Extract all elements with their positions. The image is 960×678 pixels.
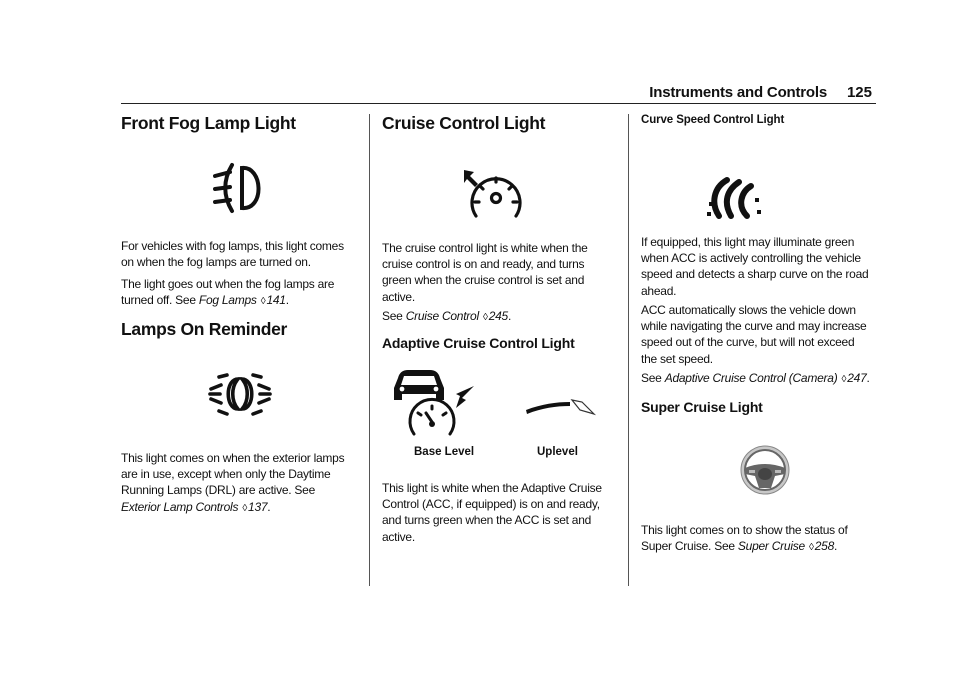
header-rule: [121, 103, 876, 104]
subsection-heading: Curve Speed Control Light: [641, 114, 785, 126]
cross-reference-link[interactable]: Adaptive Cruise Control (Camera): [664, 371, 838, 385]
page-ref-icon: ◊: [483, 312, 488, 323]
uplevel-label: Uplevel: [537, 446, 578, 458]
paragraph: This light is white when the Adaptive Cruise Control (ACC, if equipped) is on and ready, and turns green when the ACC is set and active.: [382, 481, 602, 544]
paragraph: The light goes out when the fog lamps are turned off. See Fog Lamps ◊141.: [121, 277, 335, 308]
lamps-on-icon: [207, 371, 273, 417]
page-number: 125: [846, 84, 872, 101]
page-ref-number[interactable]: 247: [847, 371, 867, 385]
paragraph: If equipped, this light may illuminate green when ACC is actively controlling the vehicle speed and detects a sharp curve on the road ahead.: [641, 235, 869, 298]
cross-reference-link[interactable]: Super Cruise: [737, 539, 805, 554]
section-title: Instruments and Controls: [649, 84, 827, 101]
cross-reference-link[interactable]: Exterior Lamp Controls: [121, 499, 239, 514]
paragraph: This light comes on to show the status of Super Cruise. See Super Cruise ◊258.: [641, 523, 848, 554]
cruise-control-icon: [458, 166, 534, 222]
page-ref-icon: ◊: [260, 296, 266, 308]
column-divider: [369, 114, 370, 586]
acc-uplevel-icon: [522, 390, 598, 430]
paragraph: See Cruise Control ◊245.: [382, 309, 512, 323]
page-ref-icon: ◊: [809, 542, 814, 554]
cross-reference-link[interactable]: Fog Lamps: [198, 293, 257, 308]
acc-base-level-icon: [390, 368, 482, 438]
section-heading: Front Fog Lamp Light: [121, 113, 296, 133]
page-ref-icon: ◊: [242, 502, 248, 514]
page-header: [0, 84, 960, 104]
section-heading: Cruise Control Light: [382, 113, 546, 133]
page-ref-icon: ◊: [841, 374, 847, 385]
section-heading: Lamps On Reminder: [121, 319, 288, 339]
paragraph: For vehicles with fog lamps, this light comes on when the fog lamps are turned on.: [121, 239, 344, 270]
base-level-label: Base Level: [414, 446, 475, 458]
page-ref-number[interactable]: 258: [814, 539, 835, 554]
subsection-heading: Adaptive Cruise Control Light: [382, 335, 575, 351]
steering-wheel-icon: [739, 444, 791, 496]
page-ref-number[interactable]: 137: [248, 499, 268, 514]
column-divider: [628, 114, 629, 586]
page-ref-number[interactable]: 141: [266, 293, 286, 308]
subsection-heading: Super Cruise Light: [641, 399, 763, 415]
cross-reference-link[interactable]: Cruise Control: [405, 309, 479, 323]
paragraph: See Adaptive Cruise Control (Camera) ◊247.: [641, 371, 870, 385]
curve-speed-icon: [701, 174, 765, 220]
paragraph: The cruise control light is white when the cruise control is on and ready, and turns green when the cruise control is set and active.: [382, 241, 588, 304]
page-ref-number[interactable]: 245: [488, 309, 508, 323]
front-fog-lamp-icon: [209, 162, 271, 214]
paragraph: This light comes on when the exterior lamps are in use, except when only the Daytime Running Lamps (DRL) are active. See Exterior Lamp Controls ◊137.: [121, 451, 345, 514]
paragraph: ACC automatically slows the vehicle down while navigating the curve and may increase speed out of the curve, but will not exceed the set speed.: [641, 303, 867, 366]
